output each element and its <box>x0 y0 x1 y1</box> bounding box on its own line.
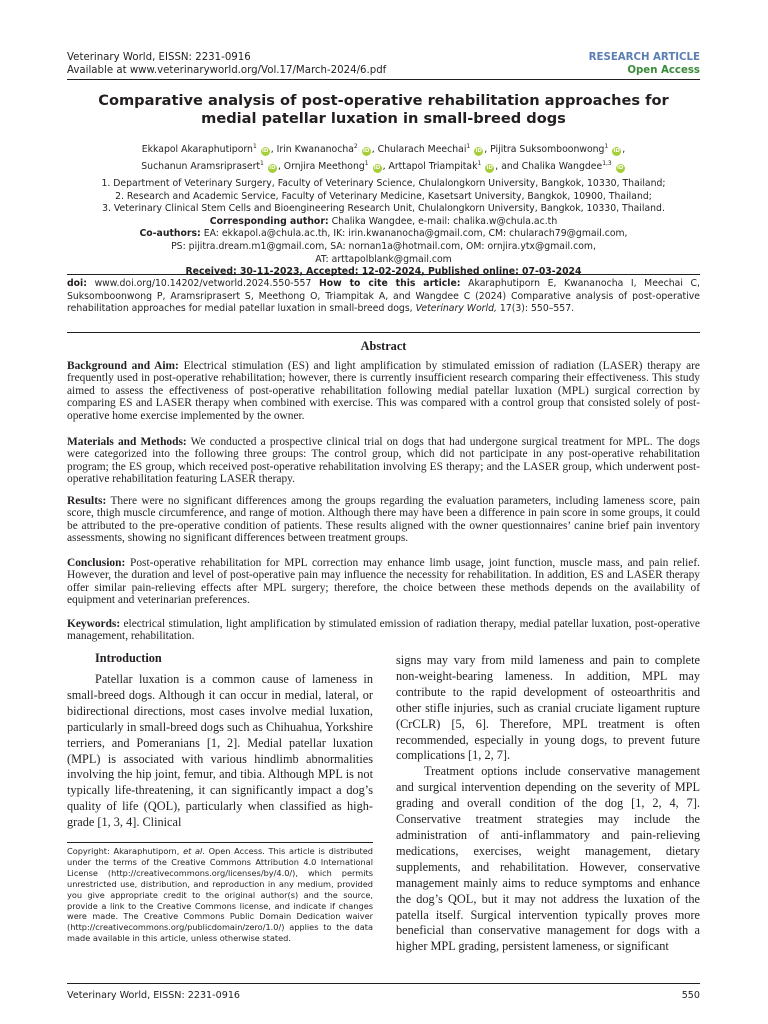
corresponding-author <box>67 216 700 229</box>
open-access-label: Open Access <box>627 65 700 76</box>
author-line-2: Suchanun Aramsriprasert$^1$ iD , Ornjira Meethong$^1$ iD , Arttapol Triampitak$^1$ iD , and Chalika Wangdee$^{1,3}$ iD <box>141 160 624 173</box>
copyright-etal: et al <box>183 846 203 856</box>
affiliation-3: 3. Veterinary Clinical Stem Cells and Bioengineering Research Unit, Chulalongkorn University, Bangkok, 10330, Thailand. <box>102 203 665 215</box>
abstract-results-text: There were no significant differences among the groups regarding the evaluation parameters, including lameness score, pain score, thigh muscle circumference, and range of motion. Although there may have been a difference in pain score in some groups, it could be attributed to the pre-operative condition of patients. These results aligned with the owner questionnaires’ canine brief pain inventory assessments, showing no significant differences between treatment groups. <box>67 495 700 545</box>
intro-paragraph-2: signs may vary from mild lameness and pain to complete non-weight-bearing lameness. In addition, MPL may contribute to the rapid development of osteoarthritis and other stifle injuries, such as cranial cruciate ligament rupture (CrCLR) [5, 6]. Therefore, MPL treatment is often recommended, especially in young dogs, to prevent future complications [1, 2, 7]. <box>396 653 700 763</box>
keywords-text: electrical stimulation, light amplification by stimulated emission of radiation therapy, medial patellar luxation, post-operative management, rehabilitation. <box>67 618 700 643</box>
intro-paragraph-1: Patellar luxation is a common cause of lameness in small-breed dogs. Although it can occur in medial, lateral, or bidirectional directions, most cases involve medial luxation, particularly in small-breed dogs such as Chihuahua, Yorkshire terriers, and Pomeranians [1, 2]. Medial patellar luxation (MPL) is associated with various hindlimb abnormalities involving the hip joint, femur, and tibia. Although MPL is not typically life-threatening, it can significantly impact a dog’s quality of life (QOL), particularly when classified as high-grade [1, 3, 4]. Clinical <box>67 672 373 830</box>
author-line-1: Ekkapol Akaraphutiporn$^1$ iD , Irin Kwananocha$^2$ iD , Chularach Meechai$^1$ iD , Pijitra Suksomboonwong$^1$ iD , <box>141 143 626 156</box>
doi-rule-top <box>67 274 700 275</box>
coauthors-emails-1: EA: ekkapol.a@chula.ac.th, IK: irin.kwananocha@gmail.com, CM: chularach79@gmail.com, <box>203 228 628 240</box>
doi-rule-bottom <box>67 332 700 333</box>
doi-label: doi: <box>67 278 87 289</box>
corresponding-label: Corresponding author: <box>209 215 329 227</box>
author-name: Pijitra Suksomboonwong <box>490 144 605 156</box>
header-rule <box>67 79 700 80</box>
abstract-results <box>67 495 700 545</box>
orcid-icon[interactable]: iD <box>613 148 620 155</box>
page-number: 550 <box>681 990 700 1001</box>
doi-link[interactable]: www.doi.org/10.14202/vetworld.2024.550-557 <box>94 278 312 289</box>
abstract-conclusion-text: Post-operative rehabilitation for MPL correction may enhance limb usage, joint function, muscle mass, and pain relief. However, the duration and level of post-operative pain may influence the necessity for rehabilitation. In addition, ES and LASER therapy offer similar pain-relieving effects after MPL surgery; therefore, the choice between these methods depends on the availability of equipment and veterinarian preferences. <box>67 557 700 607</box>
abstract-background-text: Electrical stimulation (ES) and light amplification by stimulated emission of radiation (LASER) therapy are frequently used in post-operative rehabilitation; however, there is currently insufficient research comparing their effectiveness. This study aimed to assess the effectiveness of post-operative rehabilitation following medial patellar luxation (MPL) surgical correction by comparing ES and LASER therapy when combined with exercise. This was compared with a control group that consisted solely of post-operative home exercise implemented by the owner. <box>67 360 700 422</box>
citation-block <box>67 278 700 316</box>
abstract-conclusion <box>67 557 700 607</box>
coauthors-emails-2: PS: pijitra.dream.m1@gmail.com, SA: nornan1a@hotmail.com, OM: ornjira.ytx@gmail.com, <box>171 240 596 252</box>
copyright-notice <box>67 846 373 944</box>
author-affiliation: 1 <box>260 160 264 168</box>
author-affiliation: 1 <box>477 160 482 168</box>
article-type: RESEARCH ARTICLE <box>588 52 700 63</box>
running-header <box>67 51 386 77</box>
copyright-rule <box>67 842 373 843</box>
right-column <box>396 653 700 955</box>
coauthors-emails-3: AT: arttapolblank@gmail.com <box>315 253 452 265</box>
cite-label: How to cite this article: <box>318 278 461 289</box>
copyright-post: . Open Access. This article is distributed under the terms of the Creative Commons Attribution 4.0 International License (http://creativecommons.org/licenses/by/4.0/), which permits unrestricted use, distribution, and reproduction in any medium, provided you give appropriate credit to the original author(s) and the source, provide a link to the Creative Commons license, and indicate if changes were made. The Creative Commons Public Domain Dedication waiver (http://creativecommons.org/publicdomain/zero/1.0/) applies to the data made available in this article, unless otherwise stated. <box>67 846 373 944</box>
author-affiliation: 1 <box>466 143 471 150</box>
footer-journal: Veterinary World, EISSN: 2231-0916 <box>67 990 241 1001</box>
author-name: Irin Kwananocha <box>276 144 354 156</box>
affiliation-2: 2. Research and Academic Service, Faculty of Veterinary Medicine, Kasetsart University, Bangkok, 10900, Thailand; <box>115 190 652 202</box>
cite-tail: 17(3): 550–557. <box>499 303 575 315</box>
orcid-icon[interactable]: iD <box>262 148 269 155</box>
title-line-2: medial patellar luxation in small-breed dogs <box>201 109 566 127</box>
coauthors-line-1 <box>67 228 700 241</box>
introduction-heading: Introduction <box>95 651 162 665</box>
orcid-icon[interactable]: iD <box>475 148 482 155</box>
abstract-heading: Abstract <box>360 339 407 353</box>
orcid-icon[interactable]: iD <box>616 165 624 172</box>
title-line-1: Comparative analysis of post-operative rehabilitation approaches for <box>98 92 669 109</box>
cite-text: Akaraphutiporn E, Kwananocha I, Meechai C, Suksomboonwong P, Aramsriprasert S, Meethong O, Triampitak A, and Wangdee C (2024) Comparative analysis of post-operative rehabilitation approaches for medial patellar luxation in small-breed dogs, <box>67 278 700 315</box>
author-affiliation: 1,3 <box>602 160 612 168</box>
left-column <box>67 672 373 831</box>
article-type-block <box>589 51 700 77</box>
abstract-methods-text: We conducted a prospective clinical trial on dogs that had undergone surgical treatment for MPL. The dogs were categorized into the following three groups: The control group, which did not participate in any post-operative rehabilitation program; the ES group, which received post-operative rehabilitation involving ES therapy; and the LASER group, which underwent post-operative rehabilitation featuring LASER therapy. <box>67 436 700 486</box>
corresponding-text: Chalika Wangdee, e-mail: chalika.w@chula.ac.th <box>331 215 558 227</box>
author-name: Suchanun Aramsriprasert <box>141 161 261 173</box>
author-affiliation: 1 <box>364 160 369 168</box>
footer-rule <box>67 983 700 984</box>
author-list <box>67 140 700 174</box>
author-name: and Chalika Wangdee <box>501 161 603 173</box>
abstract-keywords <box>67 618 700 643</box>
author-affiliation: 1 <box>604 143 609 150</box>
affiliation-1: 1. Department of Veterinary Surgery, Faculty of Veterinary Science, Chulalongkorn University, Bangkok, 10330, Thailand; <box>101 178 666 189</box>
abstract-background <box>67 360 700 422</box>
author-name: Arttapol Triampitak <box>388 161 478 173</box>
copyright-pre: Copyright: Akaraphutiporn, <box>67 846 180 856</box>
abstract-background-label: Background and Aim: <box>67 360 179 372</box>
orcid-icon[interactable]: iD <box>486 165 493 172</box>
journal-line: Veterinary World, EISSN: 2231-0916 <box>67 52 251 63</box>
orcid-icon[interactable]: iD <box>362 148 370 155</box>
orcid-icon[interactable]: iD <box>373 165 381 172</box>
publication-dates: Received: 30-11-2023, Accepted: 12-02-2024, Published online: 07-03-2024 <box>185 266 582 278</box>
author-name: Chularach Meechai <box>377 144 467 156</box>
keywords-label: Keywords: <box>67 618 121 630</box>
cite-journal: Veterinary World, <box>415 303 497 315</box>
abstract-results-label: Results: <box>67 495 107 507</box>
available-line: Available at www.veterinaryworld.org/Vol.17/March-2024/6.pdf <box>67 65 387 76</box>
coauthors-label: Co-authors: <box>139 228 201 240</box>
author-affiliation: 2 <box>353 143 358 150</box>
abstract-methods-label: Materials and Methods: <box>67 436 187 448</box>
affiliations-block <box>67 178 700 279</box>
abstract-conclusion-label: Conclusion: <box>67 557 126 569</box>
author-affiliation: 1 <box>252 143 257 150</box>
author-name: Ornjira Meethong <box>283 161 365 173</box>
abstract-methods <box>67 436 700 486</box>
intro-paragraph-3: Treatment options include conservative management and surgical intervention depending on the severity of MPL grading and overall condition of the dog [1, 2, 4, 7]. Conservative treatment strategies may include the administration of anti-inflammatory and pain-relieving medications, exercises, weight management, dietary supplements, and rehabilitation. However, conservative management mainly aims to reduce symptoms and enhance the dog’s QOL, but it may not address the luxation of the patella itself. Surgical intervention typically proves more beneficial than conservative management for dogs with a higher MPL grading, persistent lameness, or significant <box>396 764 700 954</box>
paper-title <box>67 92 700 127</box>
orcid-icon[interactable]: iD <box>269 165 276 172</box>
author-name: Ekkapol Akaraphutiporn <box>141 144 253 156</box>
